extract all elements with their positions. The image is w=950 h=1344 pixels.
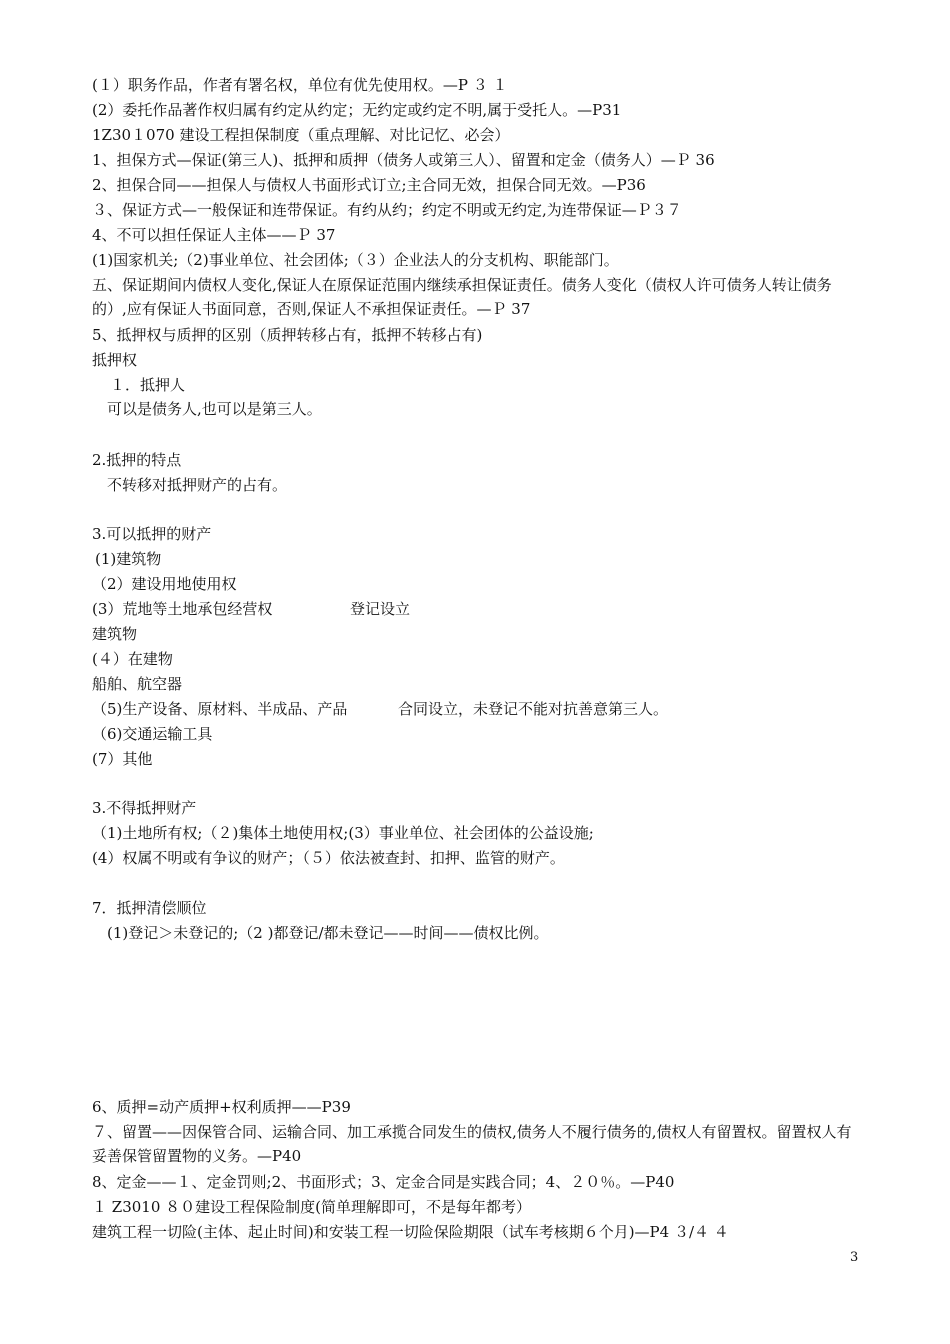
text-paragraph: 五、保证期间内债权人变化,保证人在原保证范围内继续承担保证责任。债务人变化（债权人许可债务人转让债务的）,应有保证人书面同意，否则,保证人不承担保证责任。—Ｐ 37 — [92, 276, 832, 318]
text-line: 4、不可以担任保证人主体——Ｐ 37 — [92, 226, 336, 244]
text-line: （1)土地所有权;（２)集体土地使用权;(3）事业单位、社会团体的公益设施; — [92, 824, 594, 842]
text-line: 3.可以抵押的财产 — [92, 525, 212, 543]
text-line: 8、定金——１、定金罚则;2、书面形式；3、定金合同是实践合同；4、２０％。—P40 — [92, 1173, 675, 1191]
text-line: 不转移对抵押财产的占有。 — [107, 476, 288, 494]
text-line: (４）在建物 — [92, 650, 173, 668]
text-line: 可以是债务人,也可以是第三人。 — [107, 400, 322, 418]
text-line: 合同设立，未登记不能对抗善意第三人。 — [398, 700, 669, 718]
page-number: 3 — [850, 1250, 859, 1265]
section-heading: 1Z30１070 建设工程担保制度（重点理解、对比记忆、必会） — [92, 126, 510, 144]
text-line: 2.抵押的特点 — [92, 451, 182, 469]
text-line: 建筑物 — [92, 625, 138, 643]
text-line: (1)登记＞未登记的;（2 )都登记/都未登记——时间——债权比例。 — [107, 924, 549, 942]
text-line: (１）职务作品，作者有署名权，单位有优先使用权。—P ３ １ — [92, 76, 508, 94]
text-line: （2）建设用地使用权 — [92, 575, 237, 593]
text-line: 5、抵押权与质押的区别（质押转移占有，抵押不转移占有) — [92, 326, 483, 344]
text-line: (1)建筑物 — [95, 550, 162, 568]
text-line: （5)生产设备、原材料、半成品、产品 — [92, 700, 348, 718]
text-line: 船舶、航空器 — [92, 675, 183, 693]
text-line: 2、担保合同——担保人与债权人书面形式订立;主合同无效，担保合同无效。—P36 — [92, 176, 646, 194]
text-line: ３、保证方式—一般保证和连带保证。有约从约；约定不明或无约定,为连带保证—Ｐ３７ — [92, 201, 682, 219]
text-line: (2）委托作品著作权归属有约定从约定；无约定或约定不明,属于受托人。—P31 — [92, 101, 622, 119]
text-line: (1)国家机关;（2)事业单位、社会团体;（３）企业法人的分支机构、职能部门。 — [92, 251, 619, 269]
text-line: (3）荒地等土地承包经营权 — [92, 600, 273, 618]
text-line: 7．抵押清偿顺位 — [92, 899, 207, 917]
text-line: 抵押权 — [92, 351, 138, 369]
text-line: 建筑工程一切险(主体、起止时间)和安装工程一切险保险期限（试车考核期６个月)—P4 ３/４ ４ — [92, 1223, 729, 1241]
text-line: （6)交通运输工具 — [92, 725, 213, 743]
section-heading: １ Z3010 ８０建设工程保险制度(简单理解即可，不是每年都考） — [92, 1198, 531, 1216]
text-line: 6、质押=动产质押+权利质押——P39 — [92, 1098, 351, 1116]
text-line: (7）其他 — [92, 750, 153, 768]
text-line: 登记设立 — [350, 600, 411, 618]
text-line: 1、担保方式—保证(第三人)、抵押和质押（债务人或第三人）、留置和定金（债务人）—Ｐ 36 — [92, 151, 715, 169]
text-line: １．抵押人 — [110, 376, 186, 394]
text-paragraph: ７、留置——因保管合同、运输合同、加工承揽合同发生的债权,债务人不履行债务的,债权人有留置权。留置权人有妥善保管留置物的义务。—P40 — [92, 1123, 852, 1165]
text-line: 3.不得抵押财产 — [92, 799, 197, 817]
text-line: (4）权属不明或有争议的财产；（５）依法被查封、扣押、监管的财产。 — [92, 849, 565, 867]
